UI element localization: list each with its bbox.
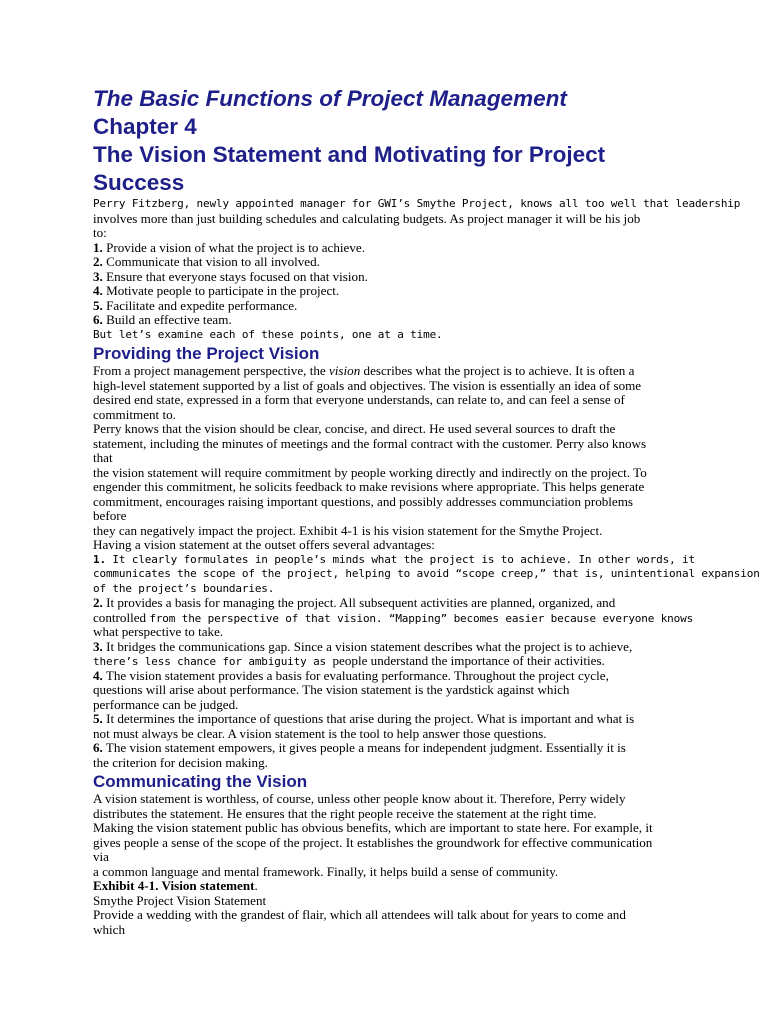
text-run: The vision statement provides a basis for evaluating performance. Throughout the project cycle, — [102, 667, 609, 683]
document-page — [93, 85, 760, 937]
list-number: 5. — [93, 711, 103, 726]
text-run: from the perspective of that vision. “Mapping” becomes easier because everyone knows — [149, 611, 694, 625]
advantage-item — [93, 669, 683, 684]
intro-closing: But let’s examine each of these points, one at a time. — [93, 327, 443, 341]
advantages-list — [93, 552, 760, 771]
paragraph-line: Making the vision statement public has obvious benefits, which are important to state here. For example, it — [93, 820, 653, 835]
exhibit-label: Exhibit 4-1. Vision statement — [93, 878, 255, 893]
list-item — [93, 255, 683, 270]
list-number: 1. — [93, 552, 106, 566]
text-run: controlled — [93, 609, 150, 625]
list-text: Motivate people to participate in the project. — [102, 283, 340, 298]
list-text: Ensure that everyone stays focused on that vision. — [102, 268, 368, 284]
text-run: It clearly formulates in people’s minds what the project is to achieve. In other words, it — [105, 552, 695, 566]
text-run: It determines the importance of questions that arise during the project. What is important and what is — [102, 711, 635, 726]
advantage-item — [93, 741, 683, 756]
text-run: The vision statement empowers, it gives people a means for independent judgment. Essentially it is — [102, 740, 626, 755]
text-run: people understand the importance of their activities. — [332, 653, 605, 668]
paragraph-line — [93, 364, 683, 379]
list-item — [93, 284, 683, 299]
text-run: It provides a basis for managing the project. All subsequent activities are planned, organized, and — [102, 595, 616, 610]
list-text: Facilitate and expedite performance. — [102, 297, 298, 313]
paragraph-line: commitment to. — [93, 406, 176, 422]
advantage-item — [93, 552, 695, 568]
list-number: 3. — [93, 638, 103, 654]
exhibit-caption — [93, 879, 683, 894]
list-number: 6. — [93, 312, 103, 327]
text-run: It bridges the communications gap. Since a vision statement describes what the project is to achieve, — [102, 638, 633, 654]
list-item — [93, 241, 683, 256]
advantage-line: questions will arise about performance. The vision statement is the yardstick against which — [93, 682, 570, 697]
chapter-title-line2: Success — [93, 170, 185, 195]
exhibit-title: Smythe Project Vision Statement — [93, 892, 267, 908]
paragraph-line: engender this commitment, he solicits feedback to make revisions where appropriate. This helps generate — [93, 479, 645, 494]
text-run: there’s less chance for ambiguity as — [93, 655, 333, 668]
paragraph-line: commitment, encourages raising important questions, and possibly addresses communciation problems — [93, 493, 634, 509]
list-text: Provide a vision of what the project is to achieve. — [102, 239, 365, 255]
exhibit — [93, 879, 683, 937]
section-heading-project-vision: Providing the Project Vision — [93, 344, 320, 363]
intro-line: Perry Fitzberg, newly appointed manager for GWI’s Smythe Project, knows all too well that leadership — [93, 197, 741, 210]
list-item — [93, 270, 683, 285]
emphasis-vision: vision — [328, 363, 361, 378]
advantage-line: of the project’s boundaries. — [93, 581, 275, 595]
exhibit-line: which — [93, 921, 125, 937]
paragraph-line: gives people a sense of the scope of the project. It establishes the groundwork for effective communication — [93, 834, 653, 850]
list-number: 3. — [93, 268, 103, 284]
paragraph-line: Having a vision statement at the outset offers several advantages: — [93, 537, 435, 552]
list-text: Communicate that vision to all involved. — [102, 254, 320, 269]
text-run: describes what the project is to achieve. It is often a — [360, 363, 635, 378]
paragraph-line: statement, including the minutes of meetings and the formal contract with the customer. Perry also knows — [93, 435, 647, 451]
intro-paragraph — [93, 197, 741, 241]
text-run: From a project management perspective, the — [93, 363, 329, 378]
section1-paragraph1 — [93, 364, 683, 422]
list-number: 6. — [93, 740, 103, 755]
advantage-item — [93, 596, 683, 611]
advantage-line: what perspective to take. — [93, 624, 224, 639]
paragraph-line: the vision statement will require commitment by people working directly and indirectly on the project. To — [93, 464, 647, 480]
section-heading-communicating-vision: Communicating the Vision — [93, 772, 308, 791]
list-number: 1. — [93, 239, 103, 255]
list-number: 5. — [93, 297, 103, 313]
chapter-title — [93, 141, 683, 197]
section2-paragraph — [93, 792, 683, 879]
intro-line: to: — [93, 225, 107, 240]
paragraph-line: before — [93, 508, 127, 523]
paragraph-line: that — [93, 450, 113, 465]
list-item — [93, 313, 683, 328]
advantage-item — [93, 712, 683, 727]
paragraph-line: Perry knows that the vision should be clear, concise, and direct. He used several sources to draft the — [93, 421, 616, 436]
paragraph-line: high-level statement supported by a list of goals and objectives. The vision is essentially an idea of some — [93, 377, 642, 393]
chapter-heading: Chapter 4 — [93, 114, 197, 139]
text-run: . — [254, 878, 258, 893]
paragraph-line: desired end state, expressed in a form that everyone understands, can relate to, and can feel a sense of — [93, 392, 625, 407]
list-number: 4. — [93, 283, 103, 298]
paragraph-line: A vision statement is worthless, of course, unless other people know about it. Therefore, Perry widely — [93, 791, 626, 806]
exhibit-line: Provide a wedding with the grandest of flair, which all attendees will talk about for years to come and — [93, 907, 626, 922]
list-item — [93, 299, 683, 314]
advantage-line: performance can be judged. — [93, 696, 239, 712]
advantage-line: not must always be clear. A vision statement is the tool to help answer those questions. — [93, 725, 547, 741]
advantage-line: communicates the scope of the project, helping to avoid “scope creep,” that is, unintentional expansion — [93, 567, 760, 580]
paragraph-line: via — [93, 849, 109, 864]
list-number: 2. — [93, 595, 103, 610]
chapter-title-line1: The Vision Statement and Motivating for Project — [93, 142, 606, 167]
list-number: 4. — [93, 667, 103, 683]
paragraph-line: a common language and mental framework. Finally, it helps build a sense of community. — [93, 863, 559, 879]
list-number: 2. — [93, 254, 103, 269]
advantage-item — [93, 640, 683, 655]
advantage-line: the criterion for decision making. — [93, 754, 268, 770]
section1-paragraph2 — [93, 422, 683, 553]
list-text: Build an effective team. — [102, 312, 232, 327]
intro-line: involves more than just building schedules and calculating budgets. As project manager it will be his job — [93, 210, 641, 226]
book-title: The Basic Functions of Project Management — [93, 86, 567, 111]
paragraph-line: they can negatively impact the project. Exhibit 4-1 is his vision statement for the Smythe Project. — [93, 522, 603, 538]
intro-list — [93, 241, 683, 343]
advantage-line — [93, 654, 683, 669]
advantage-line — [93, 609, 694, 626]
paragraph-line: distributes the statement. He ensures that the right people receive the statement at the right time. — [93, 805, 597, 821]
